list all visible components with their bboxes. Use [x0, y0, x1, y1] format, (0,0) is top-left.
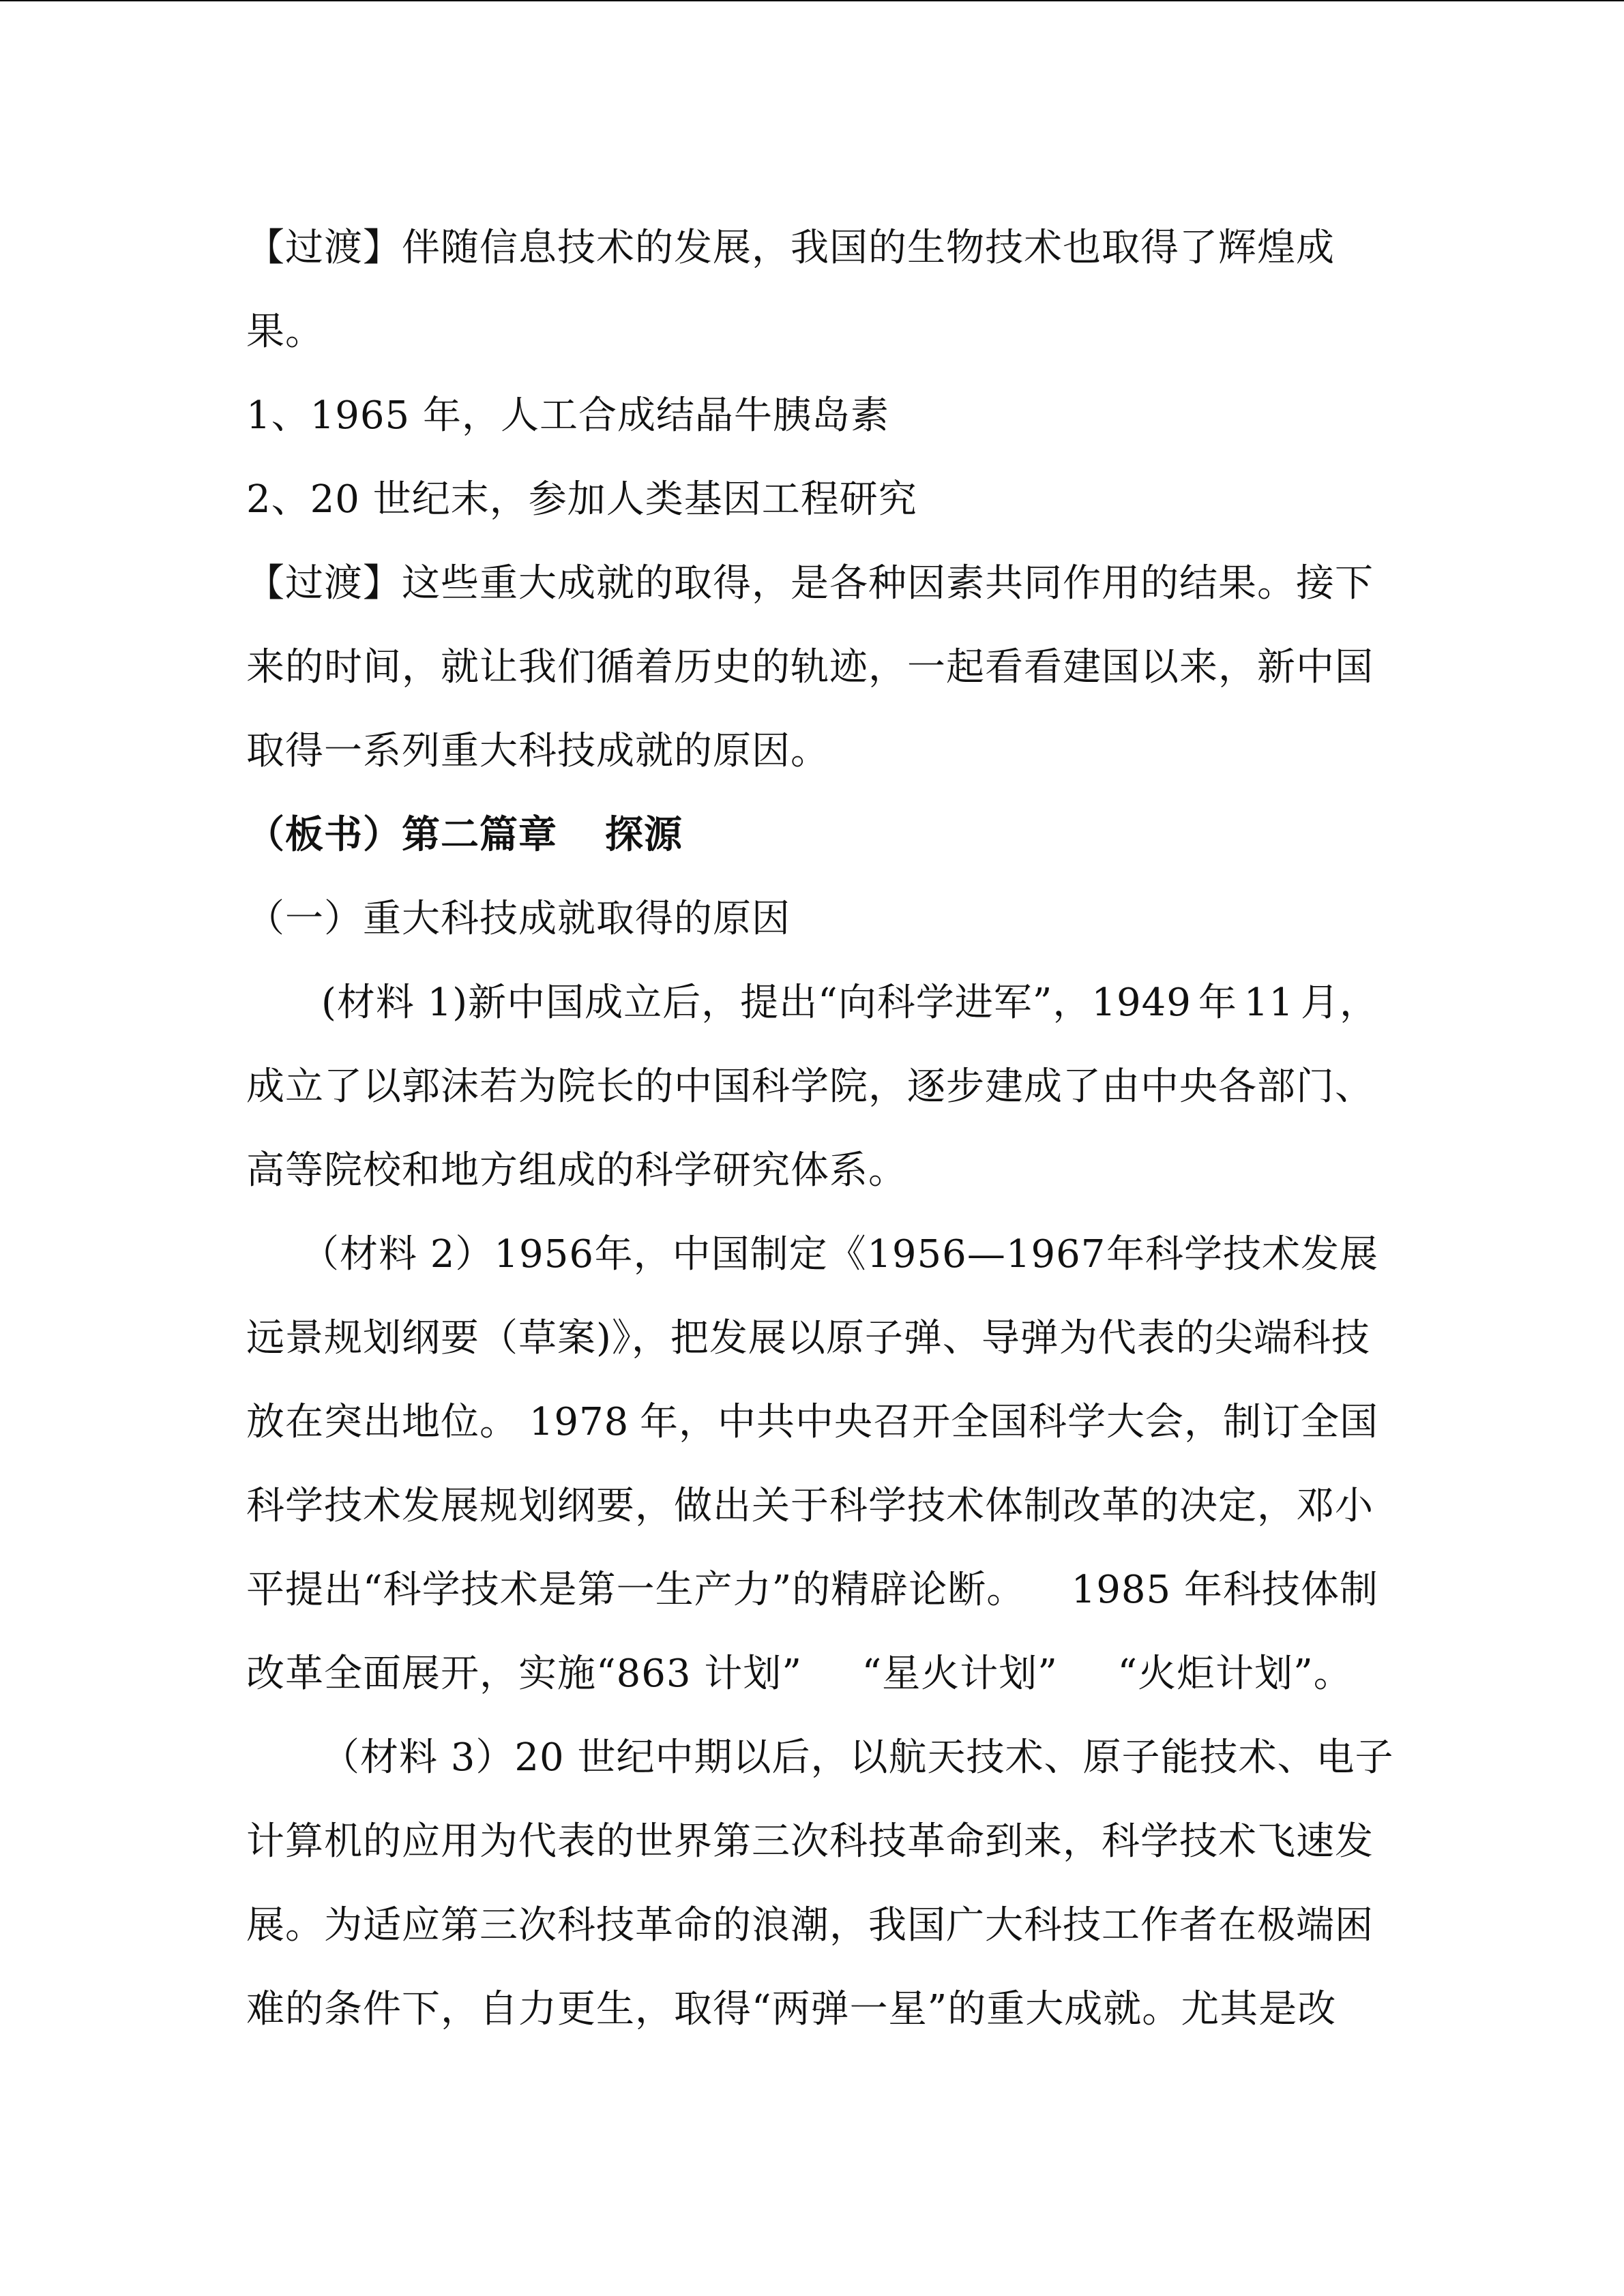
section-heading	[246, 793, 1378, 877]
transition-paragraph-2-line-3: 取得一系列重大科技成就的原因。	[246, 729, 829, 773]
material-3-line-3: 展。为适应第三次科技革命的浪潮，我国广大科技工作者在极端困	[246, 1903, 1374, 1948]
list-item-2: 2、20 世纪末，参加人类基因工程研究	[246, 477, 917, 522]
material-1-line-3: 高等院校和地方组成的科学研究体系。	[246, 1148, 907, 1193]
section-heading-title: 探源	[605, 813, 683, 857]
material-3-line-1: （材料 3）20 世纪中期以后，以航天技术、原子能技术、电子	[321, 1735, 1394, 1780]
material-2-line-6: 改革全面展开，实施“863 计划” “星火计划” “火炬计划”。	[246, 1652, 1353, 1696]
transition-paragraph-2-line-1: 【过渡】这些重大成就的取得，是各种因素共同作用的结果。接下	[246, 561, 1374, 606]
subsection-heading: （一）重大科技成就取得的原因	[246, 897, 791, 941]
transition-paragraph-1-line-2: 果。	[246, 310, 324, 354]
list-item-1: 1、1965 年，人工合成结晶牛胰岛素	[246, 393, 889, 438]
material-2-line-5: 平提出“科学技术是第一生产力”的精辟论断。 1985 年科技体制	[246, 1568, 1378, 1612]
material-3-line-4: 难的条件下，自力更生，取得“两弹一星”的重大成就。尤其是改	[246, 1987, 1337, 2031]
transition-paragraph-2-line-2: 来的时间，就让我们循着历史的轨迹，一起看看建国以来，新中国	[246, 645, 1374, 689]
material-2-line-1: （材料 2）1956 年，中国制定《 1956—1967 年科学技术发展	[301, 1232, 1378, 1277]
document-body	[246, 206, 1394, 2051]
material-3-line-2: 计算机的应用为代表的世界第三次科技革命到来，科学技术飞速发	[246, 1819, 1374, 1864]
material-1-line-2: 成立了以郭沫若为院长的中国科学院，逐步建成了由中央各部门、	[246, 1064, 1374, 1109]
section-heading-label: （板书）第二篇章	[246, 813, 557, 857]
material-2-line-3: 放在突出地位。 1978 年，中共中央召开全国科学大会，制订全国	[246, 1400, 1378, 1444]
material-2-line-2: 远景规划纲要（草案)》，把发展以原子弹、导弹为代表的尖端科技	[246, 1316, 1370, 1360]
transition-paragraph-1-line-1: 【过渡】伴随信息技术的发展，我国的生物技术也取得了辉煌成	[246, 226, 1335, 270]
material-2-line-4: 科学技术发展规划纲要，做出关于科学技术体制改革的决定，邓小	[246, 1484, 1374, 1528]
material-1-line-1: (材料 1)新中国成立后，提出“向科学进军”，1949 年 11 月，	[321, 981, 1378, 1025]
